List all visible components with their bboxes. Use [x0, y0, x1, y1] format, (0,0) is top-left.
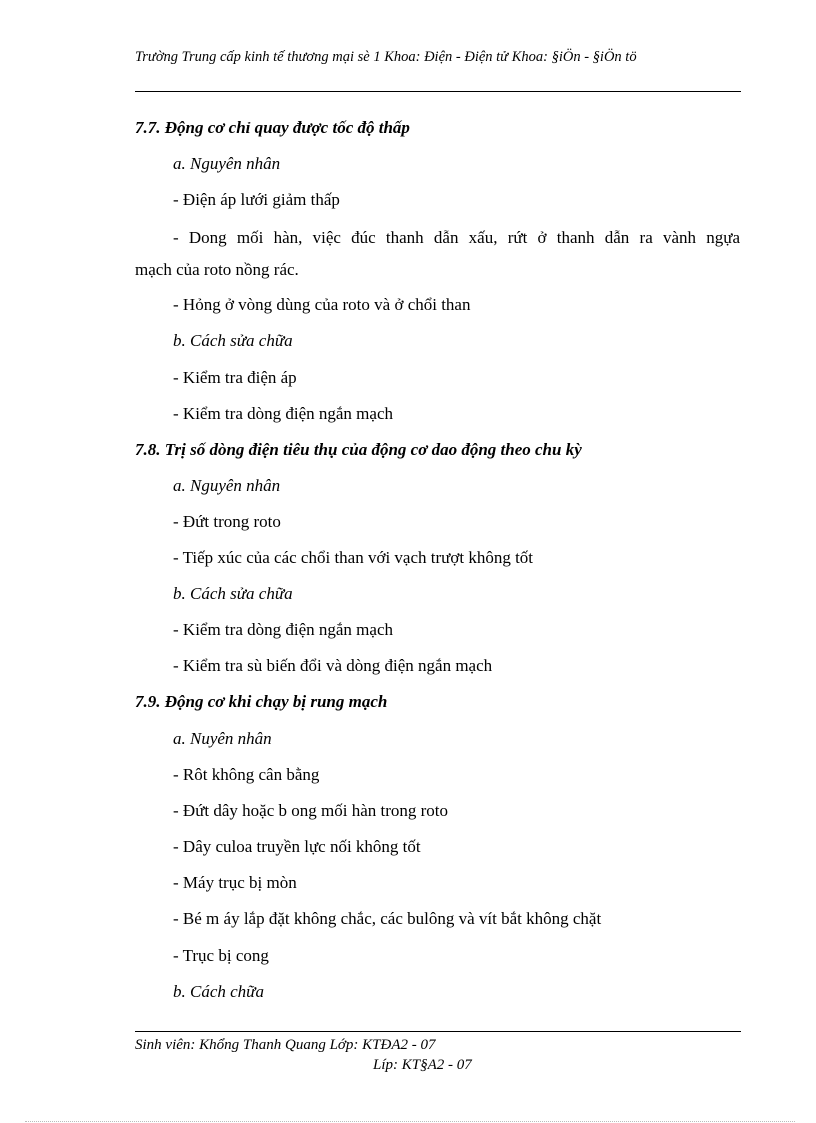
page-footer-line2: Líp: KT§A2 - 07 — [373, 1057, 472, 1073]
subheading-cause: a. Nguyên nhân — [173, 154, 281, 173]
subheading-fix: b. Cách sửa chữa — [173, 584, 293, 603]
section-heading: 7.8. Trị số dòng điện tiêu thụ của động cơ dao động theo chu kỳ — [135, 440, 582, 459]
list-item: - Hỏng ở vòng dùng của roto và ở chổi than — [173, 295, 471, 314]
paragraph-line: - Dong mối hàn, việc đúc thanh dẫn xấu, rứt ở thanh dẫn ra vành ngựa — [173, 228, 740, 247]
list-item: - Rôt không cân bằng — [173, 765, 320, 784]
paragraph-line: mạch của roto nồng rác. — [135, 260, 299, 279]
section-heading: 7.7. Động cơ chỉ quay được tốc độ thấp — [135, 118, 410, 137]
list-item: - Đứt dây hoặc b ong mối hàn trong roto — [173, 801, 449, 820]
list-item: - Kiểm tra dòng điện ngắn mạch — [173, 620, 393, 639]
footer-divider — [135, 1031, 741, 1032]
header-divider — [135, 91, 741, 92]
subheading-cause: a. Nuyên nhân — [173, 729, 272, 748]
list-item: - Tiếp xúc của các chổi than với vạch trượt không tốt — [173, 548, 534, 567]
subheading-cause: a. Nguyên nhân — [173, 476, 281, 495]
list-item: - Bé m áy lắp đặt không chắc, các bulông và vít bắt không chặt — [173, 909, 602, 928]
list-item: - Trục bị cong — [173, 946, 269, 965]
list-item: - Dây culoa truyền lực nối không tốt — [173, 837, 421, 856]
subheading-fix: b. Cách chữa — [173, 982, 264, 1001]
subheading-fix: b. Cách sửa chữa — [173, 331, 293, 350]
section-heading: 7.9. Động cơ khi chạy bị rung mạch — [135, 692, 388, 711]
list-item: - Máy trục bị mòn — [173, 873, 297, 892]
list-item: - Kiểm tra điện áp — [173, 368, 297, 387]
list-item: - Điện áp lưới giảm thấp — [173, 190, 340, 209]
page-edge — [25, 1121, 795, 1122]
page-header: Trường Trung cấp kinh tế thương mại sè 1 Khoa: Điện - Điện tử Khoa: §iÖn - §iÖn tö — [135, 49, 637, 65]
list-item: - Kiểm tra sù biến đổi và dòng điện ngắn mạch — [173, 656, 493, 675]
list-item: - Đứt trong roto — [173, 512, 281, 531]
page-footer-line1: Sinh viên: Khổng Thanh Quang Lớp: KTĐA2 - 07 — [135, 1037, 436, 1053]
list-item: - Kiểm tra dòng điện ngắn mạch — [173, 404, 393, 423]
